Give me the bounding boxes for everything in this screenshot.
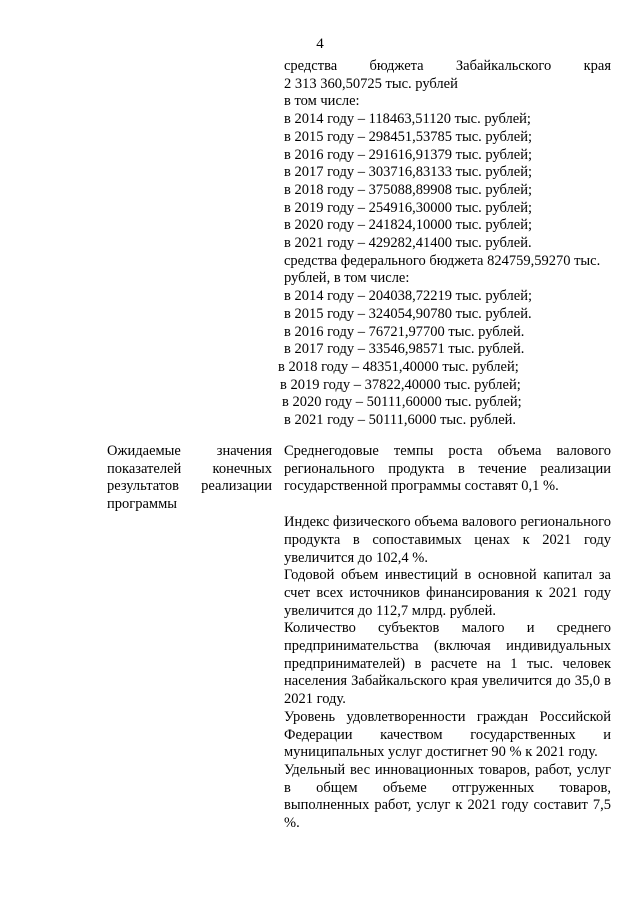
- federal-year-line: в 2018 году – 48351,40000 тыс. рублей;: [278, 358, 519, 375]
- regional-year-line: в 2014 году – 118463,51120 тыс. рублей;: [284, 111, 531, 128]
- regional-year-line: в 2016 году – 291616,91379 тыс. рублей;: [284, 146, 533, 163]
- federal-budget-heading-cont: рублей, в том числе:: [284, 270, 410, 287]
- federal-year-line: в 2015 году – 324054,90780 тыс. рублей.: [284, 305, 532, 322]
- regional-budget-total: 2 313 360,50725 тыс. рублей: [284, 75, 458, 92]
- funding-block: [278, 58, 611, 430]
- federal-year-line: в 2014 году – 204038,72219 тыс. рублей;: [284, 288, 533, 305]
- regional-year-line: в 2021 году – 429282,41400 тыс. рублей.: [284, 235, 532, 252]
- page-number: 4: [316, 36, 324, 52]
- results-label: Ожидаемые значения показателей конечных результатов реализации программы: [107, 443, 272, 513]
- federal-year-line: в 2019 году – 37822,40000 тыс. рублей;: [280, 376, 521, 393]
- federal-year-line: в 2017 году – 33546,98571 тыс. рублей.: [284, 341, 525, 358]
- results-block: [284, 443, 611, 833]
- regional-year-line: в 2019 году – 254916,30000 тыс. рублей;: [284, 199, 533, 216]
- result-paragraph: Удельный вес инновационных товаров, работ, услуг в общем объеме отгруженных товаров, выполненных работ, услуг к 2021 году составит 7,5 %.: [284, 761, 611, 832]
- regional-including-label: в том числе:: [284, 93, 360, 110]
- result-paragraph: Индекс физического объема валового регионального продукта в сопоставимых ценах к 2021 году увеличится до 102,4 %.: [284, 514, 611, 566]
- federal-year-line: в 2020 году – 50111,60000 тыс. рублей;: [282, 394, 522, 411]
- regional-year-line: в 2020 году – 241824,10000 тыс. рублей;: [284, 217, 533, 234]
- regional-budget-heading: средства бюджета Забайкальского края: [284, 58, 611, 74]
- result-paragraph: Уровень удовлетворенности граждан Российской Федерации качеством государственных и муниципальных услуг достигнет 90 % к 2021 году.: [284, 708, 611, 761]
- regional-year-line: в 2017 году – 303716,83133 тыс. рублей;: [284, 164, 533, 181]
- federal-year-line: в 2021 году – 50111,6000 тыс. рублей.: [284, 412, 517, 429]
- federal-year-line: в 2016 году – 76721,97700 тыс. рублей.: [284, 323, 525, 340]
- regional-year-line: в 2015 году – 298451,53785 тыс. рублей;: [284, 128, 533, 145]
- result-paragraph: Количество субъектов малого и среднего предпринимательства (включая индивидуальных предпринимателей) в расчете на 1 тыс. человек населения Забайкальского края увеличится до 35,0 в 2021 году.: [284, 620, 611, 708]
- result-paragraph: Годовой объем инвестиций в основной капитал за счет всех источников финансирования к 2021 году увеличится до 112,7 млрд. рублей.: [284, 567, 611, 619]
- federal-budget-heading: средства федерального бюджета 824759,59270 тыс.: [284, 252, 601, 269]
- regional-year-line: в 2018 году – 375088,89908 тыс. рублей;: [284, 181, 533, 198]
- result-paragraph: Среднегодовые темпы роста объема валового регионального продукта в течение реализации государственной программы составят 0,1 %.: [284, 443, 611, 495]
